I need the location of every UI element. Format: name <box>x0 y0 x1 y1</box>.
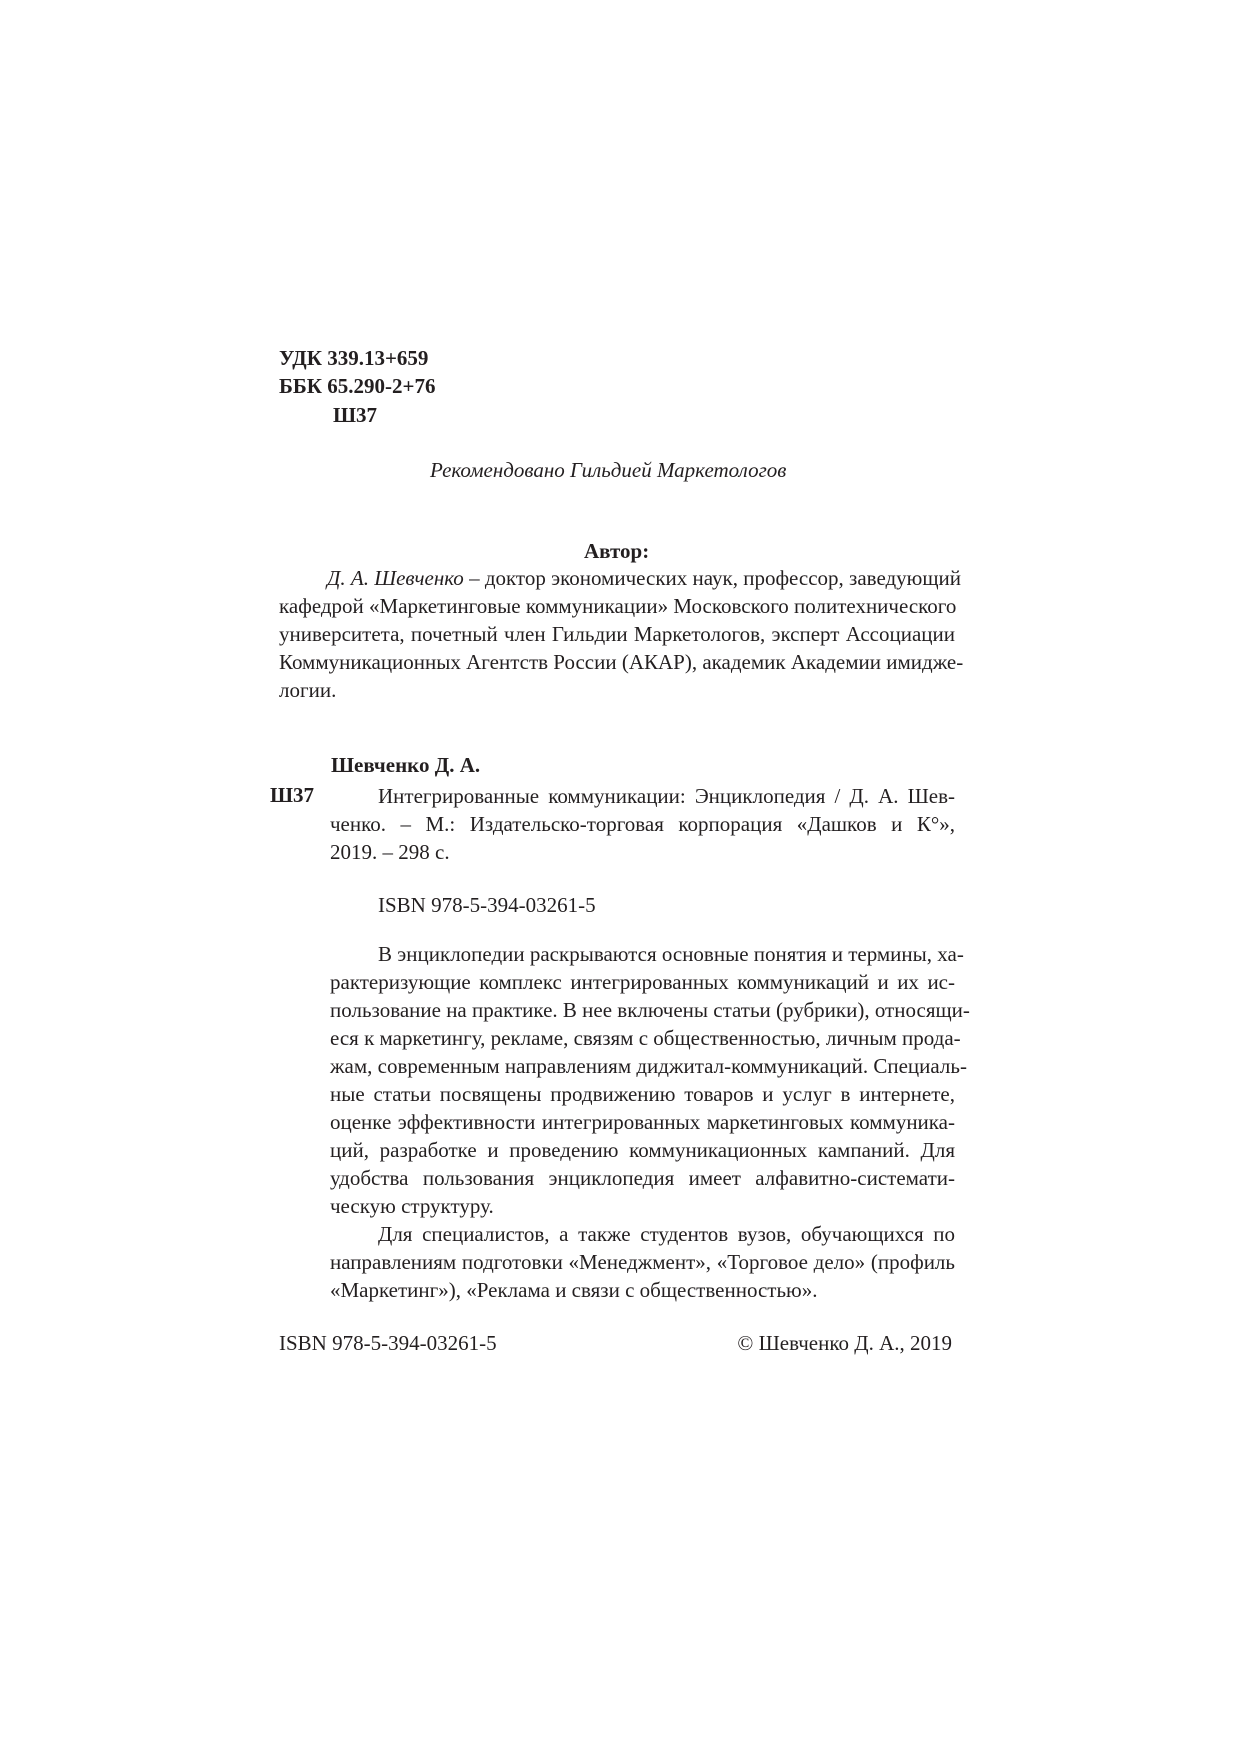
annotation-p1-line-8: ций, разработке и проведению коммуникационных кампаний. Для <box>330 1138 955 1162</box>
annotation-p1-line-10: ческую структуру. <box>330 1194 494 1218</box>
record-heading: Шевченко Д. А. <box>331 753 481 777</box>
record-line-1: Интегрированные коммуникации: Энциклопедия / Д. А. Шев- <box>378 784 955 808</box>
author-line-4: Коммуникационных Агентств России (АКАР), академик Академии имидже- <box>279 650 964 674</box>
footer-copyright: © Шевченко Д. А., 2019 <box>737 1331 952 1355</box>
annotation-p2-line-2: направлениям подготовки «Менеджмент», «Торговое дело» (профиль <box>330 1250 955 1274</box>
annotation-p2-line-1: Для специалистов, а также студентов вузов, обучающихся по <box>378 1222 955 1246</box>
annotation-p2-line-3: «Маркетинг»), «Реклама и связи с общественностью». <box>330 1278 818 1302</box>
author-line-2: кафедрой «Маркетинговые коммуникации» Московского политехнического <box>279 594 957 618</box>
annotation-p1-line-7: оценке эффективности интегрированных маркетинговых коммуника- <box>330 1110 955 1134</box>
udk-code: УДК 339.13+659 <box>279 346 429 370</box>
annotation-p1-line-9: удобства пользования энциклопедия имеет алфавитно-системати- <box>330 1166 955 1190</box>
recommendation: Рекомендовано Гильдией Маркетологов <box>430 458 787 482</box>
author-line-1: Д. А. Шевченко – доктор экономических наук, профессор, заведующий <box>327 566 962 590</box>
record-line-2: ченко. – М.: Издательско-торговая корпорация «Дашков и К°», <box>330 812 955 836</box>
author-line-5: логии. <box>279 678 337 702</box>
author-description <box>279 564 964 704</box>
record-description <box>330 782 955 866</box>
annotation-p1-line-6: ные статьи посвящены продвижению товаров и услуг в интернете, <box>330 1082 955 1106</box>
bbk-code: ББК 65.290-2+76 <box>279 374 436 398</box>
record-line-3: 2019. – 298 с. <box>330 840 450 864</box>
author-heading: Автор: <box>584 539 650 563</box>
annotation-p1-line-5: жам, современным направлениям диджитал-коммуникаций. Специаль- <box>330 1054 967 1078</box>
annotation <box>330 940 970 1304</box>
annotation-p1-line-2: рактеризующие комплекс интегрированных коммуникаций и их ис- <box>330 970 955 994</box>
record-mark: Ш37 <box>270 783 315 807</box>
annotation-p1-line-3: пользование на практике. В нее включены статьи (рубрики), относящи- <box>330 998 970 1022</box>
footer-isbn: ISBN 978-5-394-03261-5 <box>279 1331 497 1355</box>
author-line-3: университета, почетный член Гильдии Маркетологов, эксперт Ассоциации <box>279 622 955 646</box>
annotation-p1-line-4: еся к маркетингу, рекламе, связям с общественностью, личным прода- <box>330 1026 961 1050</box>
annotation-p1-line-1: В энциклопедии раскрываются основные понятия и термины, ха- <box>378 942 964 966</box>
author-name: Д. А. Шевченко <box>327 566 464 590</box>
record-isbn: ISBN 978-5-394-03261-5 <box>378 893 596 917</box>
author-mark: Ш37 <box>333 403 378 427</box>
